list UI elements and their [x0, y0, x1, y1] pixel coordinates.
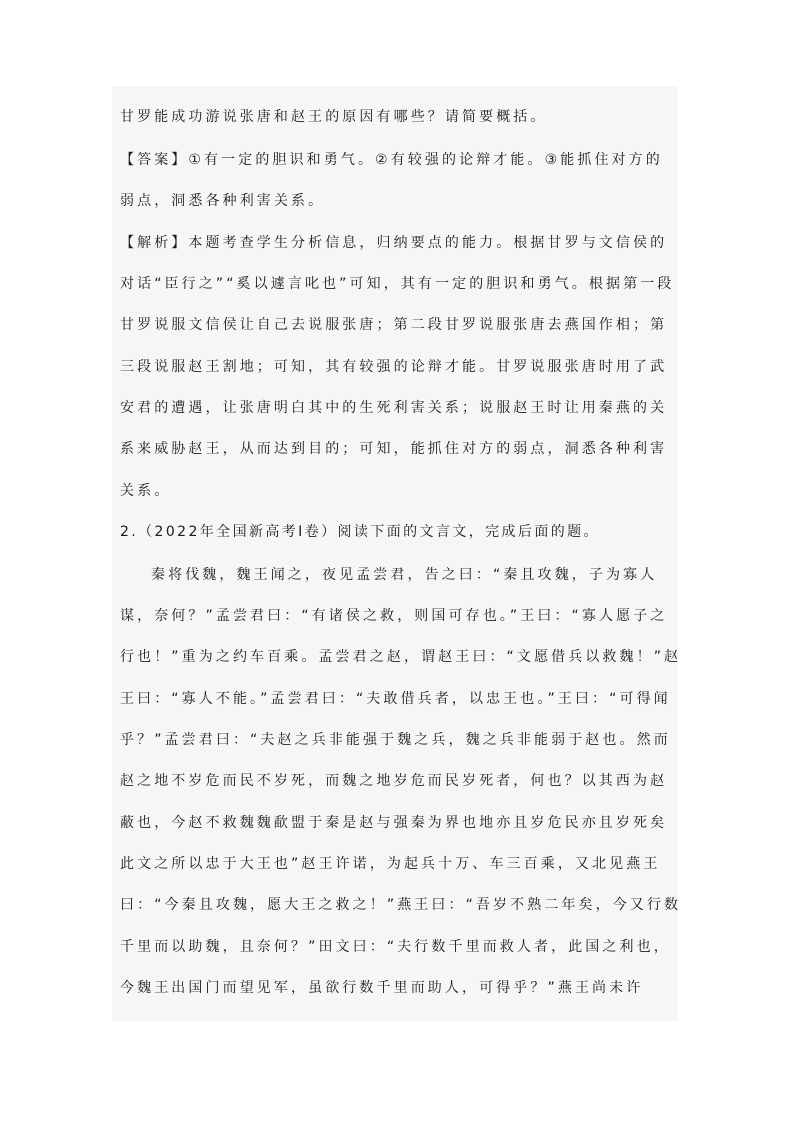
passage-line: 蔽也，今赵不救魏魏歃盟于秦是赵与强秦为界也地亦且岁危民亦且岁死矣	[120, 815, 668, 831]
passage-line: 乎？”孟尝君曰：“夫赵之兵非能强于魏之兵，魏之兵非能弱于赵也。然而	[120, 732, 671, 748]
analysis-line: 系来威胁赵王，从而达到目的；可知，能抓住对方的弱点，洞悉各种利害	[120, 441, 668, 457]
page-background	[112, 86, 678, 1021]
question-line: 甘罗能成功游说张唐和赵王的原因有哪些？请简要概括。	[120, 109, 548, 125]
passage-line: 此文之所以忠于大王也”赵王许诺，为起兵十万、车三百乘，又北见燕王	[120, 856, 661, 872]
analysis-line: 三段说服赵王割地；可知，其有较强的论辩才能。甘罗说服张唐时用了武	[120, 359, 668, 375]
analysis-line: 安君的遭遇，让张唐明白其中的生死利害关系；说服赵王时让用秦燕的关	[120, 400, 668, 416]
passage-line: 秦将伐魏，魏王闻之，夜见孟尝君，告之曰：“秦且攻魏，子为寡人	[151, 567, 658, 583]
question-heading: 2.（2022年全国新高考Ⅰ卷）阅读下面的文言文，完成后面的题。	[120, 524, 600, 540]
passage-line: 赵之地不岁危而民不岁死，而魏之地岁危而民岁死者，何也？以其西为赵	[120, 773, 668, 789]
answer-line: 【答案】①有一定的胆识和勇气。②有较强的论辩才能。③能抓住对方的	[120, 152, 663, 168]
passage-line: 行也！”重为之约车百乘。孟尝君之赵，谓赵王曰：“文愿借兵以救魏！”赵	[120, 649, 682, 665]
passage-line: 今魏王出国门而望见军，虽欲行数千里而助人，可得乎？”燕王尚未许	[120, 980, 644, 996]
analysis-line: 对话“臣行之”“奚以遽言叱也”可知，其有一定的胆识和勇气。根据第一段	[120, 276, 675, 292]
passage-line: 千里而以助魏，且奈何？”田文曰：“夫行数千里而救人者，此国之利也，	[120, 939, 671, 955]
analysis-line: 【解析】本题考查学生分析信息，归纳要点的能力。根据甘罗与文信侯的	[120, 235, 668, 251]
answer-line: 弱点，洞悉各种利害关系。	[120, 193, 326, 209]
passage-line: 王曰：“寡人不能。”孟尝君曰：“夫敢借兵者，以忠王也。”王曰：“可得闻	[120, 691, 671, 707]
analysis-line: 关系。	[120, 483, 172, 499]
passage-line: 曰：“今秦且攻魏，愿大王之救之！”燕王曰：“吾岁不熟二年矣，今又行数	[120, 897, 682, 913]
analysis-line: 甘罗说服文信侯让自己去说服张唐；第二段甘罗说服张唐去燕国作相；第	[120, 317, 668, 333]
passage-line: 谋，奈何？”孟尝君曰：“有诸侯之救，则国可存也。”王曰：“寡人愿子之	[120, 608, 668, 624]
